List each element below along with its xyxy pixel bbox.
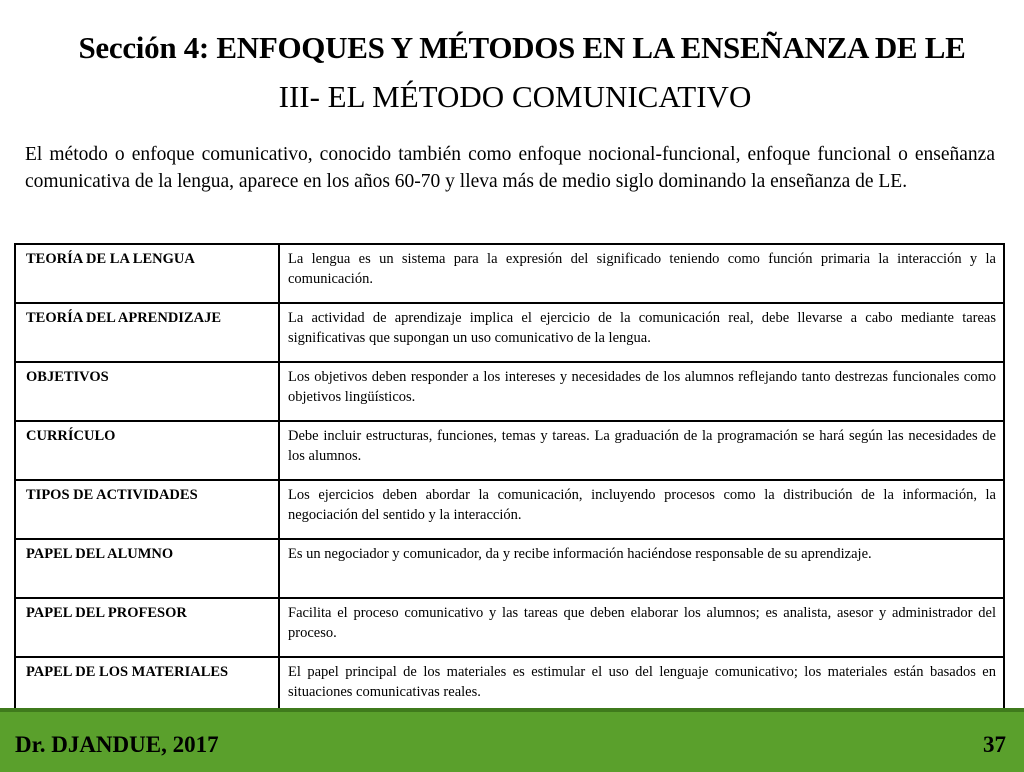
table-row bbox=[15, 362, 1004, 421]
intro-paragraph: El método o enfoque comunicativo, conocido también como enfoque nocional-funcional, enfoque funcional o enseñanza comunicativa de la lengua, aparece en los años 60-70 y lleva más de medio siglo dominando la enseñanza de LE. bbox=[25, 144, 995, 192]
slide-subtitle: III- EL MÉTODO COMUNICATIVO bbox=[278, 79, 752, 114]
footer-author: Dr. DJANDUE, 2017 bbox=[15, 732, 219, 757]
table-row bbox=[15, 244, 1004, 303]
row-label: PAPEL DEL ALUMNO bbox=[15, 539, 279, 598]
slide-title: Sección 4: ENFOQUES Y MÉTODOS EN LA ENSEÑANZA DE LE bbox=[78, 30, 966, 65]
row-label: OBJETIVOS bbox=[15, 362, 279, 421]
table-row bbox=[15, 421, 1004, 480]
row-description: Debe incluir estructuras, funciones, temas y tareas. La graduación de la programación se hará según las necesidades de los alumnos. bbox=[279, 421, 1004, 480]
row-description: La actividad de aprendizaje implica el ejercicio de la comunicación real, debe llevarse a cabo mediante tareas significativas que supongan un uso comunicativo de la lengua. bbox=[279, 303, 1004, 362]
row-description: Los objetivos deben responder a los intereses y necesidades de los alumnos reflejando tanto destrezas funcionales como objetivos lingüísticos. bbox=[279, 362, 1004, 421]
method-table bbox=[14, 243, 1005, 717]
page-number: 37 bbox=[983, 732, 1006, 757]
row-label: TEORÍA DEL APRENDIZAJE bbox=[15, 303, 279, 362]
row-description: El papel principal de los materiales es estimular el uso del lenguaje comunicativo; los materiales están basados en situaciones comunicativas reales. bbox=[279, 657, 1004, 716]
row-label: TIPOS DE ACTIVIDADES bbox=[15, 480, 279, 539]
table-row bbox=[15, 539, 1004, 598]
table-row bbox=[15, 303, 1004, 362]
table-row bbox=[15, 598, 1004, 657]
table-row bbox=[15, 480, 1004, 539]
row-description: Facilita el proceso comunicativo y las tareas que deben elaborar los alumnos; es analista, asesor y administrador del proceso. bbox=[279, 598, 1004, 657]
row-description: Es un negociador y comunicador, da y recibe información haciéndose responsable de su aprendizaje. bbox=[279, 539, 1004, 598]
row-description: Los ejercicios deben abordar la comunicación, incluyendo procesos como la distribución de la información, la negociación del sentido y la interacción. bbox=[279, 480, 1004, 539]
row-label: CURRÍCULO bbox=[15, 421, 279, 480]
row-label: PAPEL DE LOS MATERIALES bbox=[15, 657, 279, 716]
row-label: TEORÍA DE LA LENGUA bbox=[15, 244, 279, 303]
row-description: La lengua es un sistema para la expresión del significado teniendo como función primaria la interacción y la comunicación. bbox=[279, 244, 1004, 303]
row-label: PAPEL DEL PROFESOR bbox=[15, 598, 279, 657]
